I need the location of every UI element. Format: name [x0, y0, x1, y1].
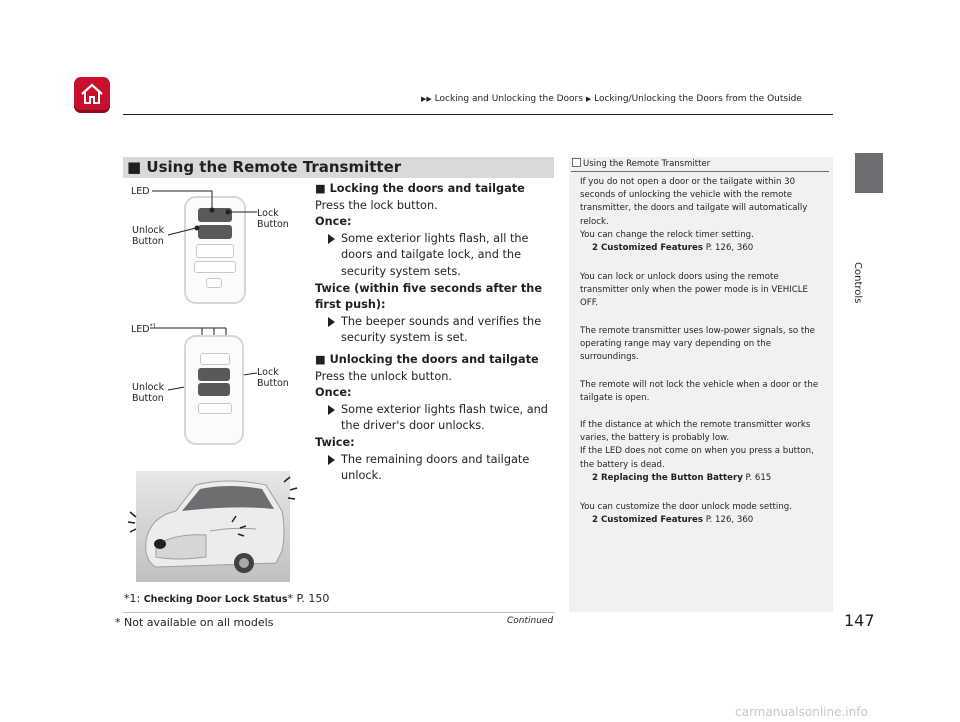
unlocking-once-label: Once:	[315, 386, 352, 400]
footnote-link[interactable]: Checking Door Lock Status	[143, 594, 288, 605]
breadcrumb-item-2[interactable]: Locking/Unlocking the Doors from the Outside	[594, 94, 802, 104]
reference-icon: 2	[592, 472, 598, 483]
unlocking-section	[315, 352, 560, 485]
breadcrumb-item-1[interactable]: Locking and Unlocking the Doors	[434, 94, 583, 104]
continued-label: Continued	[507, 616, 554, 626]
watermark: carmanualsonline.info	[735, 705, 868, 719]
led-label: LED	[131, 186, 150, 197]
locking-intro: Press the lock button.	[315, 198, 438, 212]
home-button[interactable]	[74, 77, 110, 113]
note-paragraph-3: The remote transmitter uses low-power signals, so the operating range may vary depending on the surroundings.	[580, 326, 815, 363]
unlock-button-figure	[198, 383, 230, 396]
unlock-button-label: Unlock Button	[132, 225, 165, 247]
page-number: 147	[844, 611, 875, 630]
remote-transmitter-figure-2	[184, 335, 244, 445]
unlocking-once-item: Some exterior lights flash twice, and the driver's door unlocks.	[315, 402, 560, 435]
unlocking-twice-label: Twice:	[315, 435, 355, 449]
breadcrumb-arrow-icon: ▶▶	[421, 95, 432, 103]
locking-twice-item: The beeper sounds and verifies the security system is set.	[315, 314, 555, 347]
note-heading: Using the Remote Transmitter	[572, 158, 710, 169]
locking-twice-label: Twice (within five seconds after the first push):	[315, 281, 542, 312]
header-divider	[123, 114, 833, 115]
arrow-icon	[328, 234, 335, 244]
unlocking-heading: ■ Unlocking the doors and tailgate	[315, 353, 539, 366]
chapter-label: Controls	[852, 262, 863, 304]
lock-button-label-2: Lock Button	[257, 367, 289, 389]
arrow-icon	[328, 405, 335, 415]
button-figure	[198, 403, 232, 414]
arrow-icon	[328, 317, 335, 327]
breadcrumb	[421, 94, 802, 104]
section-title: ■ Using the Remote Transmitter	[127, 158, 402, 176]
lock-button-label: Lock Button	[257, 208, 289, 230]
locking-heading: ■ Locking the doors and tailgate	[315, 182, 525, 195]
arrow-icon	[328, 455, 335, 465]
reference-icon: 2	[592, 515, 598, 526]
lock-button-figure	[198, 368, 230, 381]
availability-note: * Not available on all models	[115, 616, 274, 629]
chapter-tab[interactable]	[855, 153, 883, 193]
breadcrumb-arrow-icon: ▶	[585, 95, 592, 103]
unlocking-twice-item: The remaining doors and tailgate unlock.	[315, 452, 560, 485]
footer-divider	[123, 612, 555, 613]
note-ref-2[interactable]: 2 Replacing the Button Battery P. 615	[592, 472, 772, 483]
note-paragraph-4: The remote will not lock the vehicle when a door or the tailgate is open.	[580, 380, 819, 404]
note-paragraph-5: If the distance at which the remote transmitter works varies, the battery is probably low. If the LED does not come on when you press a button, the battery is dead. 2 Replacing the Button Battery P. 615	[580, 419, 825, 485]
note-paragraph-2: You can lock or unlock doors using the remote transmitter only when the power mode is in VEHICLE OFF.	[580, 272, 808, 309]
reference-icon: 2	[592, 243, 598, 254]
note-divider	[571, 171, 829, 172]
footnote: *1: Checking Door Lock Status* P. 150	[124, 592, 330, 605]
led-label-2: LED$^{*1}$	[131, 323, 157, 336]
locking-once-label: Once:	[315, 215, 352, 229]
locking-once-item: Some exterior lights flash, all the doors and tailgate lock, and the security system sets.	[315, 231, 555, 281]
button-figure	[200, 353, 230, 365]
note-ref-1[interactable]: 2 Customized Features P. 126, 360	[592, 243, 754, 254]
unlocking-intro: Press the unlock button.	[315, 369, 453, 383]
light-flash-marks	[124, 470, 304, 540]
unlock-button-label-2: Unlock Button	[132, 382, 165, 404]
note-icon	[572, 158, 581, 167]
note-paragraph-1: If you do not open a door or the tailgate within 30 seconds of unlocking the vehicle with the remote transmitter, the doors and tailgate will automatically relock. You can change the relock timer setting. 2 Customized Features P. 126, 360	[580, 176, 825, 255]
home-icon	[80, 82, 104, 106]
note-paragraph-6: You can customize the door unlock mode setting. 2 Customized Features P. 126, 360	[580, 501, 825, 527]
locking-section	[315, 181, 555, 347]
note-ref-3[interactable]: 2 Customized Features P. 126, 360	[592, 515, 754, 526]
